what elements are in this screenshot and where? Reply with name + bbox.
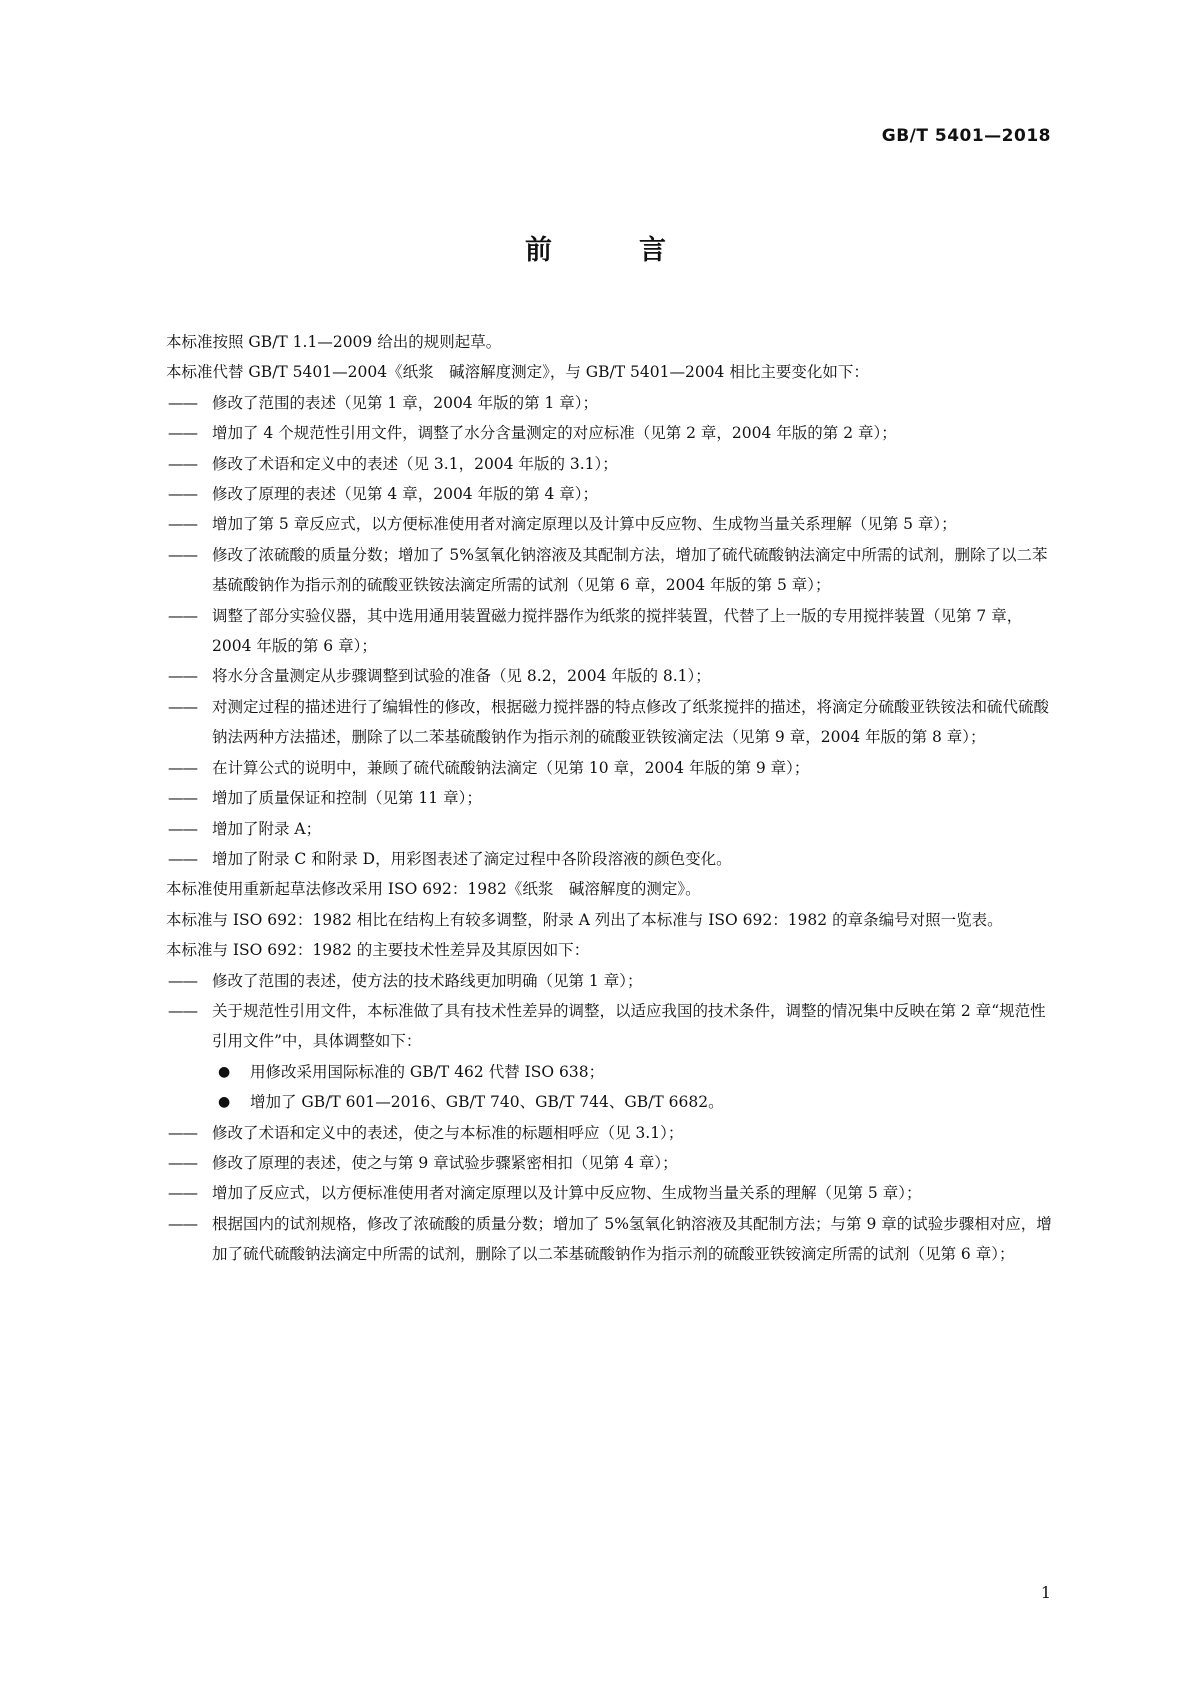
list-item bbox=[122, 388, 1053, 418]
list-item-text: 增加了质量保证和控制（见第 11 章）； bbox=[212, 789, 482, 808]
dash-marker: —— bbox=[168, 1214, 197, 1233]
list-item bbox=[122, 753, 1053, 783]
list-item bbox=[122, 844, 1053, 874]
paragraph: 本标准与 ISO 692：1982 的主要技术性差异及其原因如下： bbox=[166, 941, 590, 960]
list-item-text: 增加了附录 C 和附录 D，用彩图表述了滴定过程中各阶段溶液的颜色变化。 bbox=[212, 849, 732, 868]
list-item-text: 修改了范围的表述，使方法的技术路线更加明确（见第 1 章）； bbox=[212, 971, 643, 990]
list-item-text: 增加了附录 A； bbox=[212, 819, 322, 838]
dash-marker: —— bbox=[168, 606, 197, 625]
list-item bbox=[122, 1148, 1053, 1178]
list-item bbox=[122, 966, 1053, 996]
paragraph: 本标准与 ISO 692：1982 相比在结构上有较多调整，附录 A 列出了本标准与 ISO 692：1982 的章条编号对照一览表。 bbox=[166, 910, 1003, 929]
dash-marker: —— bbox=[168, 789, 197, 808]
list-item-text: 根据国内的试剂规格，修改了浓硫酸的质量分数；增加了 5%氢氧化钠溶液及其配制方法；与第 9 章的试验步骤相对应，增加了硫代硫酸钠法滴定中所需的试剂，删除了以二苯基硫酸钠作为指示剂的硫酸亚铁铵滴定所需的试剂（见第 6 章）； bbox=[212, 1214, 1052, 1264]
document-body bbox=[122, 327, 1053, 1270]
list-item-text: 对测定过程的描述进行了编辑性的修改，根据磁力搅拌器的特点修改了纸浆搅拌的描述，将滴定分硫酸亚铁铵法和硫代硫酸钠法两种方法描述，删除了以二苯基硫酸钠作为指示剂的硫酸亚铁铵滴定法（见第 9 章，2004 年版的第 8 章）； bbox=[212, 697, 1050, 747]
list-item-text: 增加了 4 个规范性引用文件，调整了水分含量测定的对应标准（见第 2 章，2004 年版的第 2 章）； bbox=[212, 424, 897, 443]
dash-marker: —— bbox=[168, 819, 197, 838]
list-item-text: 将水分含量测定从步骤调整到试验的准备（见 8.2，2004 年版的 8.1）； bbox=[212, 667, 711, 686]
list-item-text: 增加了反应式，以方便标准使用者对滴定原理以及计算中反应物、生成物当量关系的理解（见第 5 章）； bbox=[212, 1184, 922, 1203]
list-item-text: 修改了原理的表述（见第 4 章，2004 年版的第 4 章）； bbox=[212, 485, 599, 504]
dash-marker: —— bbox=[168, 1184, 197, 1203]
list-item-text: 修改了术语和定义中的表述，使之与本标准的标题相呼应（见 3.1）； bbox=[212, 1123, 684, 1142]
list-item bbox=[122, 1209, 1053, 1270]
dash-marker: —— bbox=[168, 849, 197, 868]
dash-marker: —— bbox=[168, 454, 197, 473]
list-item-text: 调整了部分实验仪器，其中选用通用装置磁力搅拌器作为纸浆的搅拌装置，代替了上一版的专用搅拌装置（见第 7 章，2004 年版的第 6 章）； bbox=[212, 606, 1023, 656]
list-item-text: 增加了第 5 章反应式，以方便标准使用者对滴定原理以及计算中反应物、生成物当量关系理解（见第 5 章）； bbox=[212, 515, 957, 534]
dash-marker: —— bbox=[168, 758, 197, 777]
dash-marker: —— bbox=[168, 393, 197, 412]
list-item-text: 修改了术语和定义中的表述（见 3.1，2004 年版的 3.1）； bbox=[212, 454, 618, 473]
dash-marker: —— bbox=[168, 971, 197, 990]
list-item bbox=[122, 661, 1053, 691]
list-item bbox=[122, 601, 1053, 662]
list-item bbox=[122, 509, 1053, 539]
dash-marker: —— bbox=[168, 1153, 197, 1172]
bullet-icon: ● bbox=[218, 1063, 231, 1080]
dash-marker: —— bbox=[168, 424, 197, 443]
page-number: 1 bbox=[1040, 1583, 1051, 1602]
list-item bbox=[122, 479, 1053, 509]
dash-marker: —— bbox=[168, 545, 197, 564]
list-item bbox=[122, 1118, 1053, 1148]
standard-number: GB/T 5401—2018 bbox=[881, 126, 1051, 146]
dash-marker: —— bbox=[168, 697, 197, 716]
dash-marker: —— bbox=[168, 485, 197, 504]
bullet-item bbox=[122, 1087, 1053, 1117]
list-item bbox=[122, 449, 1053, 479]
list-item bbox=[122, 418, 1053, 448]
dash-marker: —— bbox=[168, 667, 197, 686]
bullet-item bbox=[122, 1057, 1053, 1087]
list-item bbox=[122, 814, 1053, 844]
list-item bbox=[122, 996, 1053, 1057]
list-item bbox=[122, 540, 1053, 601]
bullet-icon: ● bbox=[218, 1094, 231, 1111]
paragraph: 本标准使用重新起草法修改采用 ISO 692：1982《纸浆 碱溶解度的测定》。 bbox=[166, 880, 701, 899]
list-item bbox=[122, 692, 1053, 753]
bullet-item-text: 增加了 GB/T 601—2016、GB/T 740、GB/T 744、GB/T 6682。 bbox=[250, 1093, 724, 1112]
paragraph: 本标准代替 GB/T 5401—2004《纸浆 碱溶解度测定》，与 GB/T 5401—2004 相比主要变化如下： bbox=[166, 363, 869, 382]
bullet-item-text: 用修改采用国际标准的 GB/T 462 代替 ISO 638； bbox=[250, 1062, 605, 1081]
dash-marker: —— bbox=[168, 1123, 197, 1142]
list-item bbox=[122, 1178, 1053, 1208]
list-item-text: 在计算公式的说明中，兼顾了硫代硫酸钠法滴定（见第 10 章，2004 年版的第 9 章）； bbox=[212, 758, 810, 777]
list-item-text: 修改了浓硫酸的质量分数；增加了 5%氢氧化钠溶液及其配制方法，增加了硫代硫酸钠法滴定中所需的试剂，删除了以二苯基硫酸钠作为指示剂的硫酸亚铁铵法滴定所需的试剂（见第 6 章，2004 年版的第 5 章）； bbox=[212, 545, 1048, 595]
list-item bbox=[122, 783, 1053, 813]
list-item-text: 修改了范围的表述（见第 1 章，2004 年版的第 1 章）； bbox=[212, 393, 599, 412]
list-item-text: 关于规范性引用文件，本标准做了具有技术性差异的调整，以适应我国的技术条件，调整的情况集中反映在第 2 章“规范性引用文件”中，具体调整如下： bbox=[212, 1001, 1046, 1051]
paragraph: 本标准按照 GB/T 1.1—2009 给出的规则起草。 bbox=[166, 333, 502, 351]
list-item-text: 修改了原理的表述，使之与第 9 章试验步骤紧密相扣（见第 4 章）； bbox=[212, 1153, 678, 1172]
page-title: 前 言 bbox=[525, 235, 696, 266]
dash-marker: —— bbox=[168, 515, 197, 534]
dash-marker: —— bbox=[168, 1001, 197, 1020]
